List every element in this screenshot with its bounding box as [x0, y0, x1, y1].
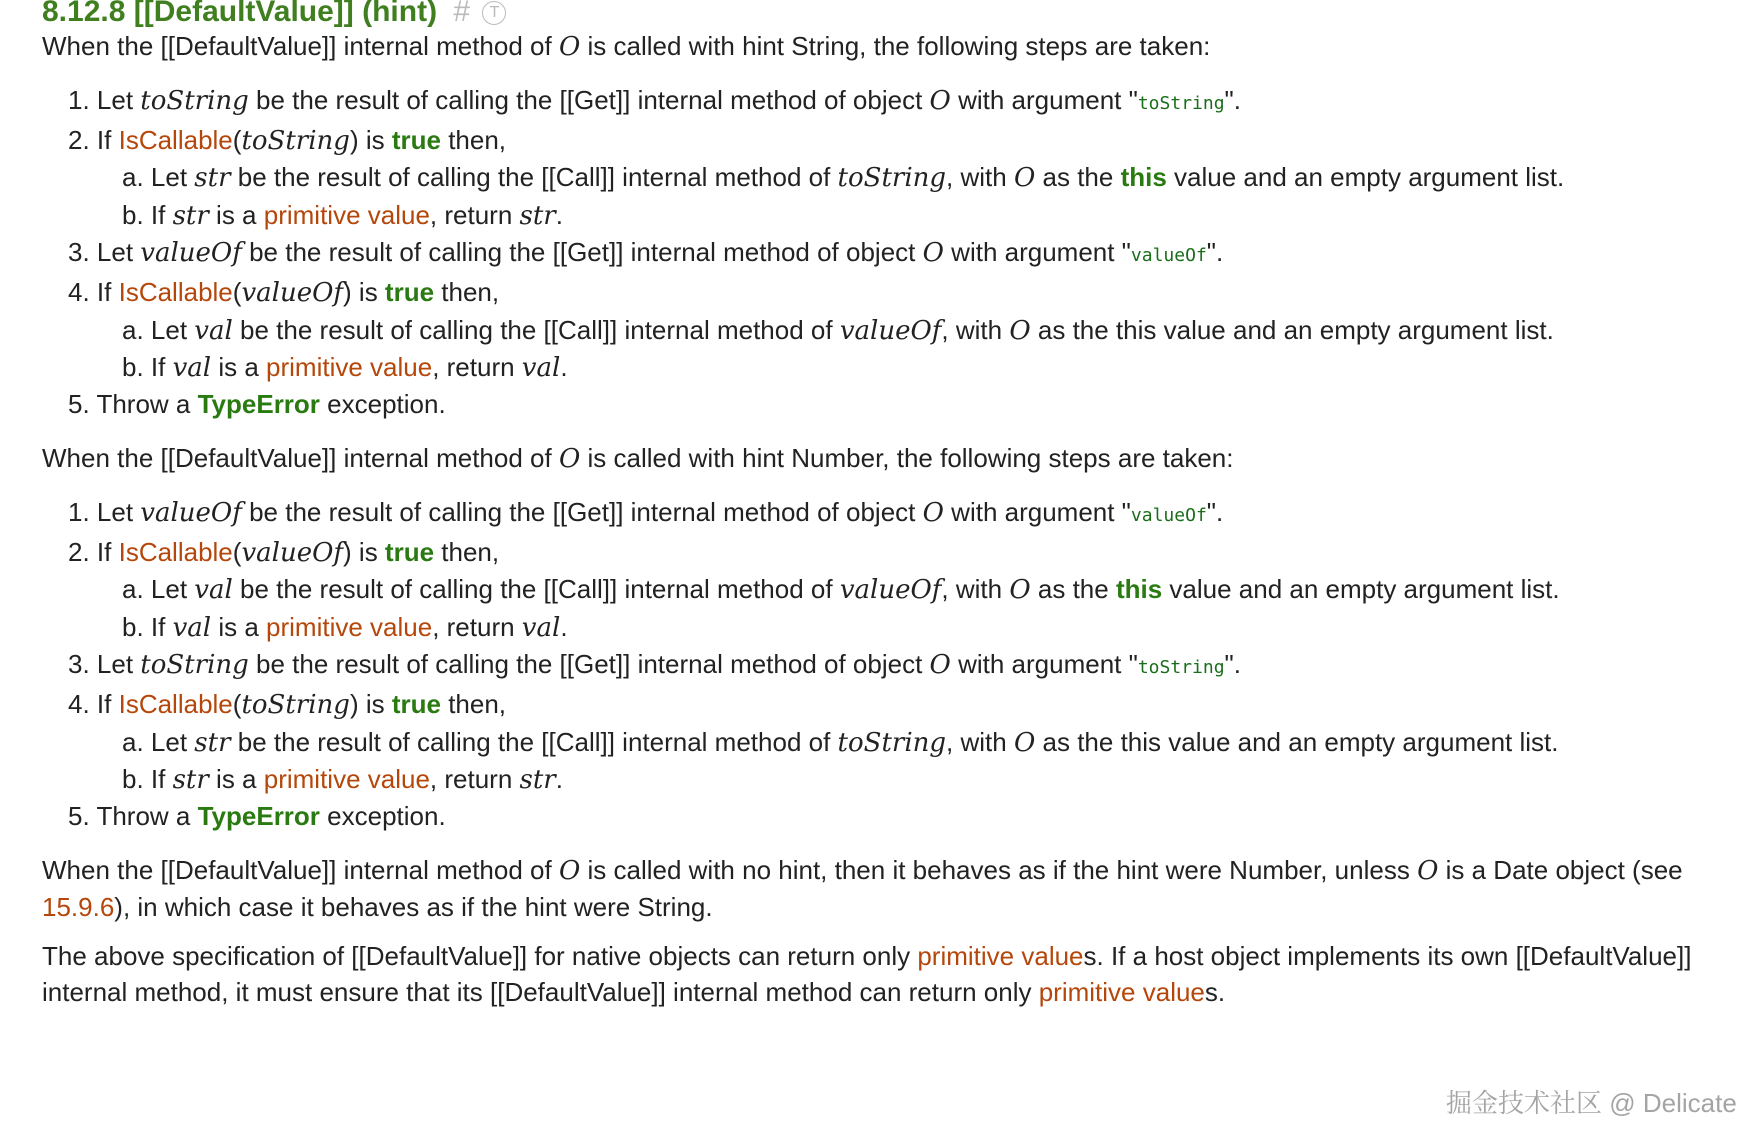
step-2: 2. If IsCallable(valueOf) is true then,	[68, 537, 500, 568]
section-ref-link[interactable]: 15.9.6	[42, 892, 115, 922]
hint-string-intro: When the [[DefaultValue]] internal method of O is called with hint String, the following steps are taken:	[42, 31, 1211, 62]
step-1: 1. Let toString be the result of calling the [[Get]] internal method of object O with argument "toString".	[68, 85, 1241, 116]
iscallable-link[interactable]: IsCallable	[118, 537, 233, 567]
step-1: 1. Let valueOf be the result of calling the [[Get]] internal method of object O with argument "valueOf".	[68, 497, 1224, 528]
step-4a: a. Let str be the result of calling the [[Call]] internal method of toString, with O as the this value and an empty argument list.	[122, 727, 1559, 758]
primitive-value-link[interactable]: primitive value	[263, 200, 430, 230]
step-3: 3. Let toString be the result of calling the [[Get]] internal method of object O with argument "toString".	[68, 649, 1241, 680]
step-2b: b. If str is a primitive value, return str.	[122, 200, 563, 231]
step-4b: b. If val is a primitive value, return val.	[122, 352, 568, 383]
iscallable-link[interactable]: IsCallable	[118, 689, 233, 719]
step-5: 5. Throw a TypeError exception.	[68, 801, 446, 831]
step-4a: a. Let val be the result of calling the [[Call]] internal method of valueOf, with O as the this value and an empty argument list.	[122, 315, 1554, 346]
primitive-value-link[interactable]: primitive value	[1038, 977, 1205, 1007]
step-2a: a. Let str be the result of calling the [[Call]] internal method of toString, with O as the this value and an empty argument list.	[122, 162, 1565, 193]
primitive-value-link[interactable]: primitive value	[266, 612, 433, 642]
iscallable-link[interactable]: IsCallable	[118, 125, 233, 155]
hint-number-intro: When the [[DefaultValue]] internal method of O is called with hint Number, the following steps are taken:	[42, 443, 1234, 474]
step-2a: a. Let val be the result of calling the [[Call]] internal method of valueOf, with O as the this value and an empty argument list.	[122, 574, 1560, 605]
t-badge-icon[interactable]: T	[482, 1, 506, 25]
iscallable-link[interactable]: IsCallable	[118, 277, 233, 307]
host-object-paragraph: The above specification of [[DefaultValue]] for native objects can return only primitive values. If a host object implements its own [[DefaultValue]] internal method, it must ensure that its [[DefaultValue]] internal method can return only primitive values.	[42, 941, 1692, 1007]
section-heading	[42, 0, 506, 30]
section-title: [[DefaultValue]] (hint)	[133, 0, 438, 28]
primitive-value-link[interactable]: primitive value	[263, 764, 430, 794]
step-2: 2. If IsCallable(toString) is true then,	[68, 125, 507, 156]
primitive-value-link[interactable]: primitive value	[266, 352, 433, 382]
step-4: 4. If IsCallable(toString) is true then,	[68, 689, 507, 720]
step-2b: b. If val is a primitive value, return val.	[122, 612, 568, 643]
anchor-link[interactable]: #	[453, 0, 471, 28]
primitive-value-link[interactable]: primitive value	[917, 941, 1084, 971]
section-number: 8.12.8	[42, 0, 126, 28]
watermark: 掘金技术社区 @ Delicate	[1446, 1088, 1737, 1118]
step-5: 5. Throw a TypeError exception.	[68, 389, 446, 419]
no-hint-paragraph: When the [[DefaultValue]] internal method of O is called with no hint, then it behaves as if the hint were Number, unless O is a Date object (see 15.9.6), in which case it behaves as if the hint were String.	[42, 855, 1683, 922]
step-3: 3. Let valueOf be the result of calling the [[Get]] internal method of object O with argument "valueOf".	[68, 237, 1224, 268]
step-4: 4. If IsCallable(valueOf) is true then,	[68, 277, 500, 308]
step-4b: b. If str is a primitive value, return str.	[122, 764, 563, 795]
